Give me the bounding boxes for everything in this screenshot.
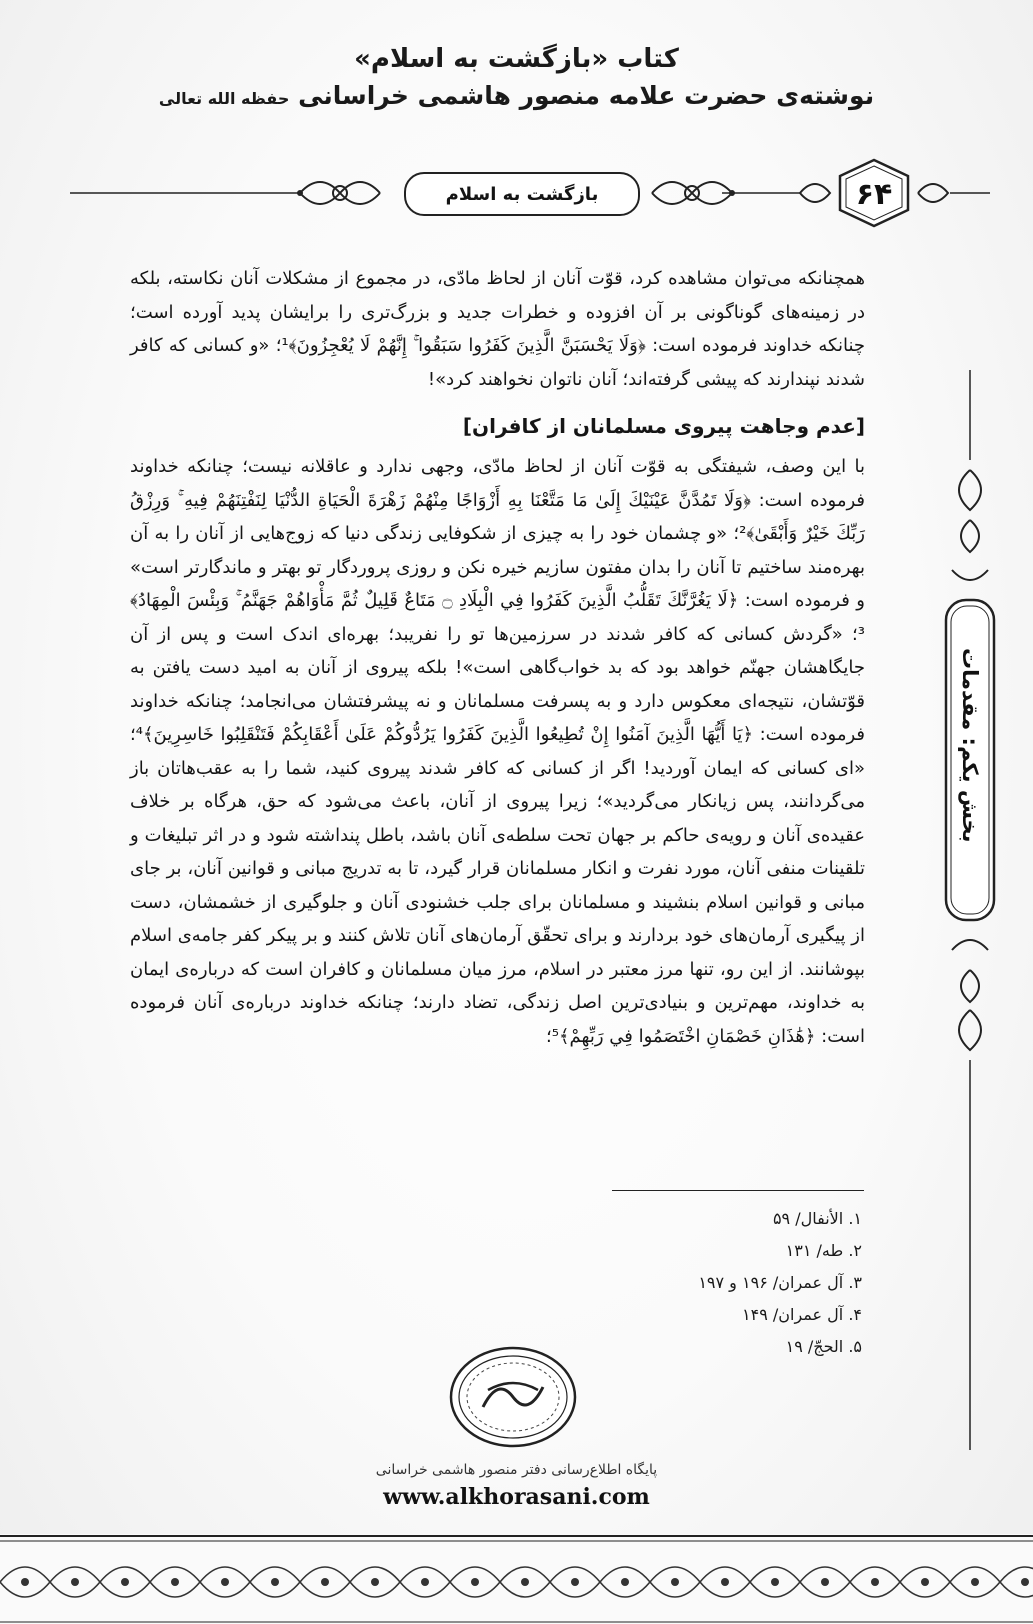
page-header xyxy=(0,40,1033,117)
seal-logo xyxy=(448,1345,578,1450)
footnote-item: ۳. آل عمران/ ۱۹۶ و ۱۹۷ xyxy=(698,1273,862,1292)
footnote-item: ۵. الحجّ/ ۱۹ xyxy=(785,1337,862,1356)
section-heading: [عدم وجاهت پیروی مسلمانان از کافران] xyxy=(462,414,865,438)
author-honorific: حفظه الله تعالی xyxy=(158,89,290,108)
section-label: بخش یکم: مقدمات xyxy=(958,647,982,843)
footnote-item: ۲. طه/ ۱۳۱ xyxy=(785,1241,862,1260)
paragraph-2: با این وصف، شیفتگی به قوّت آنان از لحاظ مادّی، وجهی ندارد و عاقلانه نیست؛ چنانکه خداوند فرموده است: ﴿وَلَا تَمُدَّنَّ عَيْنَيْكَ إِلَىٰ مَا مَتَّعْنَا بِهِ أَزْوَاجًا مِنْهُمْ زَهْرَةَ الْحَيَاةِ الدُّنْيَا لِنَفْتِنَهُمْ فِيهِ ۚ وَرِزْقُ رَبِّكَ خَيْرٌ وَأَبْقَىٰ﴾²؛ «و چشمان خود را به چیزی از شکوفایی زندگی دنیا که زوج‌هایی از آنان را به آن بهره‌مند ساختیم تا آنان را بدان مفتون سازیم خیره نکن و روزی پروردگار تو بهتر و ماندگارتر است» و فرموده است: ﴿لَا يَغُرَّنَّكَ تَقَلُّبُ الَّذِينَ كَفَرُوا فِي الْبِلَادِ ۝ مَتَاعٌ قَلِيلٌ ثُمَّ مَأْوَاهُمْ جَهَنَّمُ ۚ وَبِئْسَ الْمِهَادُ﴾³؛ «گردش کسانی که کافر شدند در سرزمین‌ها تو را نفریبد؛ بهره‌ای اندک است و پس از آن جایگاهشان جهنّم خواهد بود که بد خواب‌گاهی است»! بلکه پیروی از آنان به امید دست یافتن به قوّتشان، نتیجه‌ای معکوس دارد و به پسرفت مسلمانان و نه پیشرفتشان می‌انجامد؛ چنانکه خداوند فرموده است: ﴿يَا أَيُّهَا الَّذِينَ آمَنُوا إِنْ تُطِيعُوا الَّذِينَ كَفَرُوا يَرُدُّوكُمْ عَلَىٰ أَعْقَابِكُمْ فَتَنْقَلِبُوا خَاسِرِينَ﴾⁴؛ «ای کسانی که ایمان آوردید! اگر از کسانی که کافر شدند پیروی کنید، شما را به عقب‌هاتان باز می‌گردانند، پس زیانکار می‌گردید»؛ زیرا پیروی از آنان، باعث می‌شود که حق، هرگاه بر خلاف عقیده‌ی آنان و رویه‌ی حاکم بر جهان تحت سلطه‌ی آنان باشد، باطل پنداشته شود و در اثر تبلیغات و تلقینات منفی آنان، مورد نفرت و انکار مسلمانان قرار گیرد، تا به تدریج مبانی و قوانین آنان، بر جای مبانی و قوانین اسلام بنشیند و مسلمانان برای جلب خشنودی آنان و جلوگیری از خشمشان، دست از پیگیری آرمان‌های خود بردارند و برای تحقّق آرمان‌های آنان تلاش کنند و بر پیکر کفر جامه‌ی اسلام بپوشانند. از این رو، تنها مرز معتبر در اسلام، مرز میان مسلمانان و کافران است که درباره‌ی ایمان به خداوند، مهم‌ترین و بنیادی‌ترین اصل زندگی، تضاد دارند؛ چنانکه خداوند درباره‌ی آنان فرموده است: ﴿هَٰذَانِ خَصْمَانِ اخْتَصَمُوا فِي رَبِّهِمْ﴾⁵؛ xyxy=(130,456,866,1047)
page-number: ۶۴ xyxy=(855,176,893,212)
book-title: کتاب «بازگشت به اسلام» xyxy=(354,44,679,74)
side-tab-ornament xyxy=(940,370,1000,1450)
site-url[interactable]: www.alkhorasani.com xyxy=(383,1484,650,1510)
running-title: بازگشت به اسلام xyxy=(404,172,640,216)
footnote-item: ۱. الأنفال/ ۵۹ xyxy=(772,1209,862,1228)
author-name: نوشته‌ی حضرت علامه منصور هاشمی خراسانی xyxy=(298,81,875,110)
bottom-ornament-band xyxy=(0,1534,1033,1624)
paragraph-1: همچنانکه می‌توان مشاهده کرد، قوّت آنان از لحاظ مادّی، در مجموع از مشکلات آنان نکاسته، بلکه در زمینه‌های گوناگونی بر آن افزوده و خطرات جدید و بزرگ‌تری را برایشان پدید آورده است؛ چنانکه خداوند فرموده است: ﴿وَلَا يَحْسَبَنَّ الَّذِينَ كَفَرُوا سَبَقُوا ۚ إِنَّهُمْ لَا يُعْجِزُونَ﴾¹؛ «و کسانی که کافر شدند نپندارند که پیشی گرفته‌اند؛ آنان ناتوان نخواهند کرد»! xyxy=(130,268,865,390)
body-text xyxy=(130,262,865,1053)
footnote-divider xyxy=(612,1190,864,1191)
footnote-item: ۴. آل عمران/ ۱۴۹ xyxy=(742,1305,862,1324)
footnotes xyxy=(560,1203,862,1363)
side-tab-label xyxy=(940,640,1000,850)
site-caption: پایگاه اطلاع‌رسانی دفتر منصور هاشمی خراسانی xyxy=(375,1462,658,1478)
author-line xyxy=(0,78,1033,117)
